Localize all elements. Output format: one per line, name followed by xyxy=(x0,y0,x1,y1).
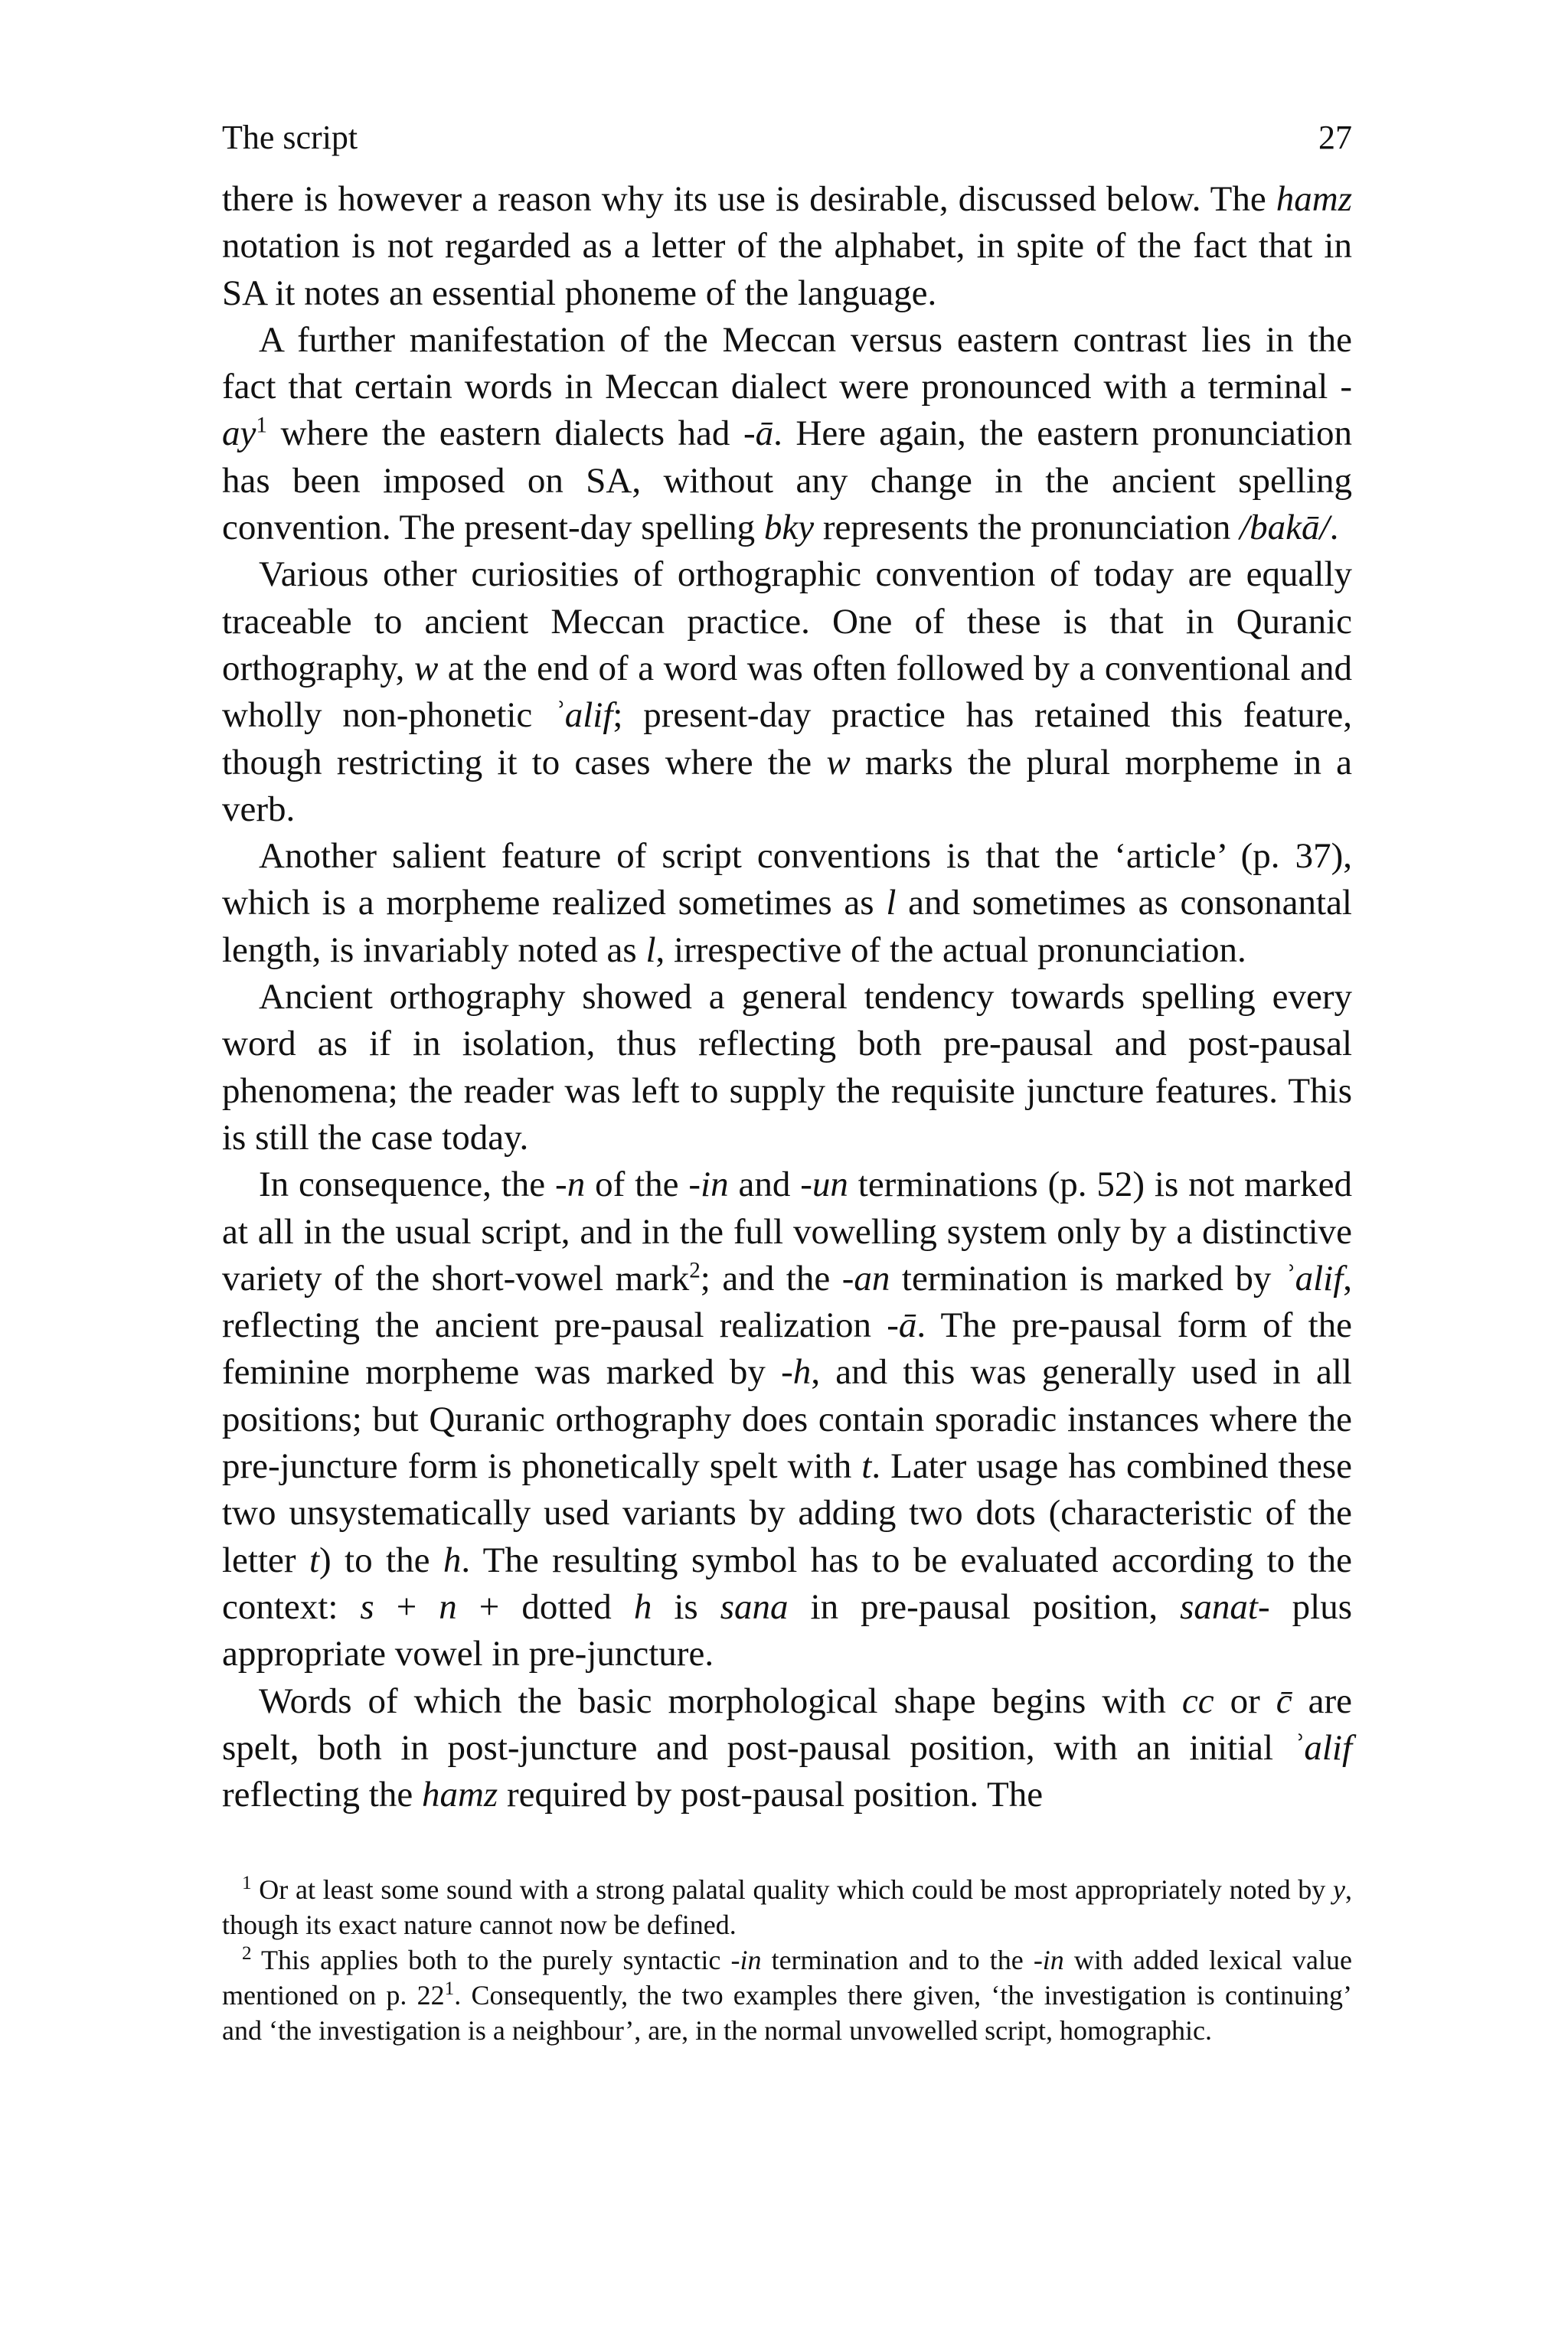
paragraph xyxy=(222,317,1352,551)
text-run: notation is not regarded as a letter of the alphabet, in spite of the fact that in SA it notes an essential phoneme of the language. xyxy=(222,226,1352,313)
italic-term: -in xyxy=(688,1165,729,1205)
text-run: where the eastern dialects had xyxy=(266,413,743,454)
italic-term: -n xyxy=(555,1165,586,1205)
italic-term: n xyxy=(439,1586,457,1627)
body-text xyxy=(222,176,1352,1818)
text-run: Another salient feature of script conventions is that the ‘article’ (p. 37), which is a morpheme realized sometimes as xyxy=(222,836,1352,923)
italic-term: -h xyxy=(781,1352,812,1393)
text-run: In consequence, the xyxy=(259,1165,556,1205)
text-run: is xyxy=(652,1586,720,1627)
text-run: terminations (p. 52) is not marked at all in the usual script, and in the full vowelling system only by a distinctive variety of the short-vowel mark xyxy=(222,1165,1352,1298)
italic-term: ʾalif xyxy=(1282,1258,1344,1298)
text-run: there is however a reason why its use is desirable, discussed below. The xyxy=(222,179,1276,219)
italic-term: w xyxy=(826,742,851,782)
text-run: or xyxy=(1214,1681,1276,1721)
italic-term: l xyxy=(886,883,897,923)
italic-term: sana xyxy=(720,1586,789,1627)
text-run: This applies both to the purely syntactic xyxy=(251,1945,731,1976)
italic-term: hamz xyxy=(421,1775,498,1815)
text-run: termination and to the xyxy=(761,1945,1034,1976)
footnote-marker: 1 xyxy=(242,1873,252,1894)
italic-term: ʾalif xyxy=(1292,1727,1352,1768)
text-run: . The pre-pausal form of the feminine morpheme was marked by xyxy=(222,1305,1352,1393)
text-run: reflecting the xyxy=(222,1775,422,1815)
text-run: marks the plural morpheme in a verb. xyxy=(222,742,1352,829)
text-run: , and this was generally used in all positions; but Quranic orthography does contain sporadic instances where the pre-juncture form is phonetically spelt with xyxy=(222,1352,1352,1487)
footnote-marker: 2 xyxy=(689,1258,701,1283)
text-run: , though its exact nature cannot now be defined. xyxy=(222,1874,1352,1941)
italic-term: sanat- xyxy=(1180,1586,1270,1627)
italic-term: cc xyxy=(1181,1681,1214,1721)
footnote-marker: 2 xyxy=(242,1943,252,1965)
italic-term: ʾalif xyxy=(553,695,613,736)
text-run: ) to the xyxy=(319,1540,443,1580)
page-number: 27 xyxy=(1318,119,1352,156)
italic-term: hamz xyxy=(1276,179,1352,219)
text-run: + xyxy=(374,1586,439,1627)
italic-term: bky xyxy=(763,508,815,548)
italic-term: -in xyxy=(1033,1945,1064,1976)
italic-term: l xyxy=(645,929,656,970)
text-run: with added lexical value mentioned on p. 22 xyxy=(222,1945,1352,2011)
footnote xyxy=(222,1872,1352,1942)
paragraph xyxy=(222,551,1352,833)
paragraph xyxy=(222,1161,1352,1677)
paragraph xyxy=(222,833,1352,974)
text-run: . Here again, the eastern pronunciation has been imposed on SA, without any change in the ancient spelling convention. The present-day spelling xyxy=(222,413,1352,548)
text-run: A further manifestation of the Meccan versus eastern contrast lies in the fact that certain words in Meccan dialect were pronounced with a terminal xyxy=(222,319,1352,407)
text-run: Ancient orthography showed a general tendency towards spelling every word as if in isolation, thus reflecting both pre-pausal and post-pausal phenomena; the reader was left to supply the requisite juncture features. This is still the case today. xyxy=(222,977,1352,1158)
paragraph xyxy=(222,176,1352,317)
text-run: represents the pronunciation xyxy=(814,508,1240,548)
footnotes xyxy=(222,1872,1352,2048)
text-run: of the xyxy=(585,1165,689,1205)
paragraph xyxy=(222,1678,1352,1819)
italic-term: h xyxy=(633,1586,652,1627)
italic-term: /bakā/ xyxy=(1240,508,1330,548)
book-page xyxy=(222,115,1352,2259)
text-run: , reflecting the ancient pre-pausal realization xyxy=(222,1258,1352,1346)
text-run: termination is marked by xyxy=(890,1258,1283,1298)
text-run: Words of which the basic morphological shape begins with xyxy=(259,1681,1182,1721)
paragraph xyxy=(222,974,1352,1161)
text-run: + dotted xyxy=(456,1586,634,1627)
text-run: at the end of a word was often followed by a conventional and wholly non-phonetic xyxy=(222,648,1352,736)
text-run: , irrespective of the actual pronunciation. xyxy=(655,929,1246,970)
italic-term: s xyxy=(360,1586,374,1627)
italic-term: w xyxy=(413,648,439,688)
text-run: plus appropriate vowel in pre-juncture. xyxy=(222,1586,1352,1674)
italic-term: -ā xyxy=(743,413,774,454)
text-run: and sometimes as consonantal length, is invariably noted as xyxy=(222,883,1352,970)
text-run: ; and the xyxy=(700,1258,842,1298)
italic-term: -ay xyxy=(222,367,1352,454)
text-run: are spelt, both in post-juncture and post-pausal position, with an initial xyxy=(222,1681,1352,1768)
italic-term: y xyxy=(1333,1874,1345,1906)
text-run: . The resulting symbol has to be evaluated according to the context: xyxy=(222,1540,1352,1627)
text-run: in pre-pausal position, xyxy=(788,1586,1181,1627)
running-title: The script xyxy=(222,119,358,156)
italic-term: -an xyxy=(841,1258,890,1298)
running-head xyxy=(222,115,1352,176)
italic-term: c̄ xyxy=(1276,1681,1292,1721)
text-run: . Later usage has combined these two unsystematically used variants by adding two dots (characteristic of the letter xyxy=(222,1446,1352,1580)
text-run: . Consequently, the two examples there given, ‘the investigation is continuing’ and ‘the investigation is a neighbour’, are, in the normal unvowelled script, homographic. xyxy=(222,1980,1352,2047)
italic-term: t xyxy=(309,1540,320,1580)
text-run: and xyxy=(728,1165,801,1205)
text-run: ; present-day practice has retained this feature, though restricting it to cases where the xyxy=(222,695,1352,782)
italic-term: t xyxy=(861,1446,872,1487)
footnote-marker: 1 xyxy=(256,413,267,438)
text-run: Or at least some sound with a strong palatal quality which could be most appropriately noted by xyxy=(251,1874,1334,1906)
italic-term: -un xyxy=(800,1165,848,1205)
footnote xyxy=(222,1942,1352,2048)
footnote-marker: 1 xyxy=(444,1978,455,2000)
italic-term: h xyxy=(443,1540,462,1580)
text-run: . xyxy=(1329,508,1339,548)
text-run: Various other curiosities of orthographic convention of today are equally traceable to ancient Meccan practice. One of these is that in Quranic orthography, xyxy=(222,554,1352,688)
italic-term: -ā xyxy=(887,1305,917,1346)
italic-term: -in xyxy=(730,1945,762,1976)
text-run: required by post-pausal position. The xyxy=(498,1775,1044,1815)
